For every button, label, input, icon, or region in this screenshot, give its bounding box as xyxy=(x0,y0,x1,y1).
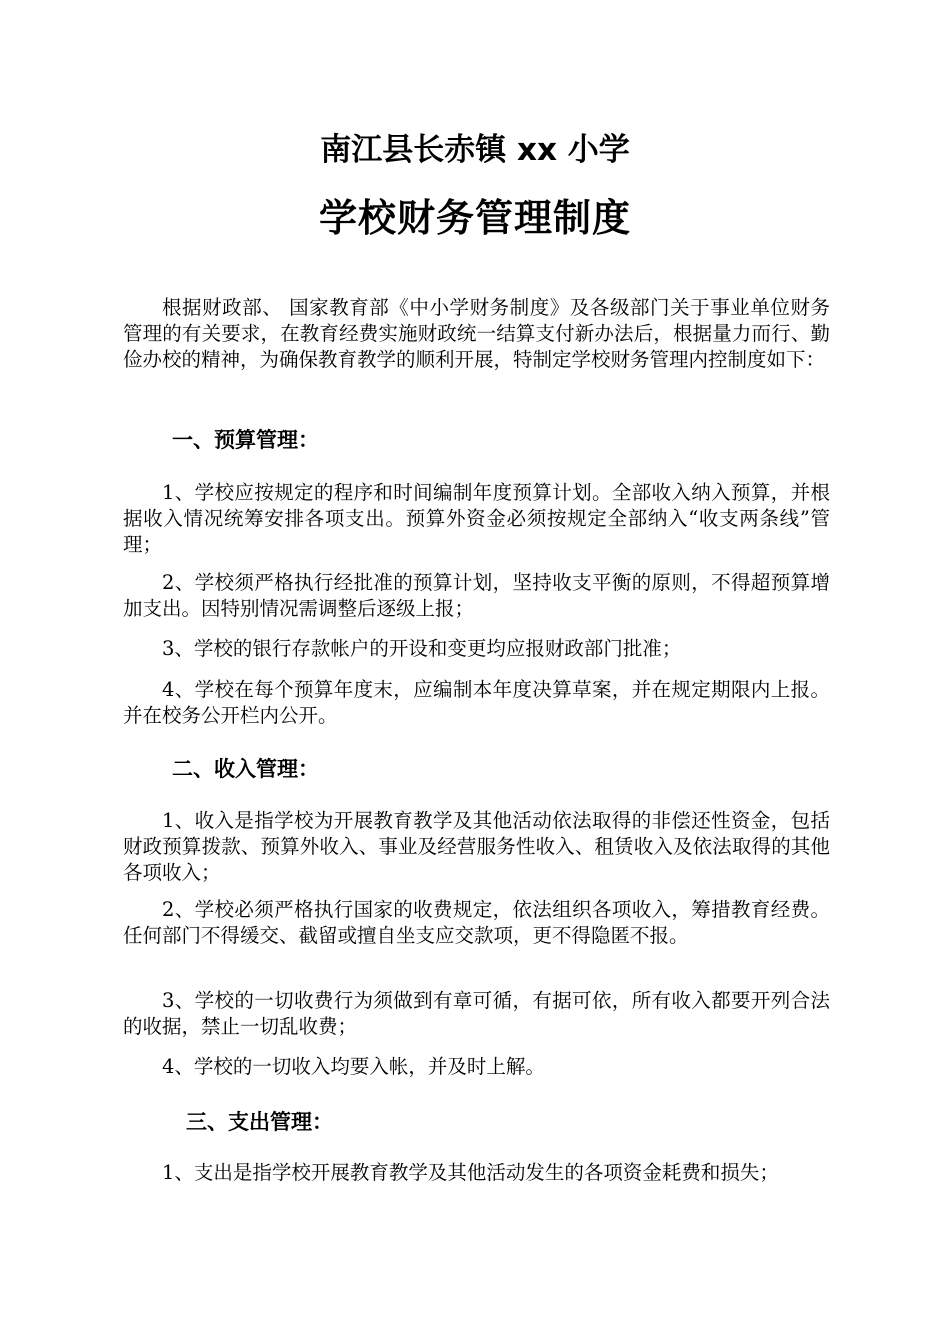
income-item-1: 1、收入是指学校为开展教育教学及其他活动依法取得的非偿还性资金，包括财政预算拨款、预算外收入、事业及经营服务性收入、租赁收入及依法取得的其他各项收入； xyxy=(123,809,830,884)
section-heading-budget: 一、预算管理： xyxy=(172,427,319,452)
budget-item-1: 1、学校应按规定的程序和时间编制年度预算计划。全部收入纳入预算，并根据收入情况统筹安排各项支出。预算外资金必须按规定全部纳入“收支两条线”管理； xyxy=(123,481,830,556)
section-heading-income: 二、收入管理： xyxy=(172,756,319,781)
intro-paragraph: 根据财政部、 国家教育部《中小学财务制度》及各级部门关于事业单位财务管理的有关要求，在教育经费实施财政统一结算支付新办法后，根据量力而行、勤俭办校的精神，为确保教育教学的顺利开展，特制定学校财务管理内控制度如下： xyxy=(123,296,830,371)
budget-item-3: 3、学校的银行存款帐户的开设和变更均应报财政部门批准； xyxy=(162,637,682,660)
document-title-school: 南江县长赤镇 xx 小学 xyxy=(320,132,630,168)
budget-item-2: 2、学校须严格执行经批准的预算计划，坚持收支平衡的原则，不得超预算增加支出。因特别情况需调整后逐级上报； xyxy=(123,571,830,620)
expenditure-item-1: 1、支出是指学校开展教育教学及其他活动发生的各项资金耗费和损失； xyxy=(162,1161,779,1184)
income-item-3: 3、学校的一切收费行为须做到有章可循，有据可依，所有收入都要开列合法的收据，禁止一切乱收费； xyxy=(123,989,830,1038)
document-title-main: 学校财务管理制度 xyxy=(318,196,631,240)
income-item-4: 4、学校的一切收入均要入帐，并及时上解。 xyxy=(162,1055,545,1078)
budget-item-4: 4、学校在每个预算年度末，应编制本年度决算草案，并在规定期限内上报。并在校务公开栏内公开。 xyxy=(123,678,830,727)
section-heading-expenditure: 三、支出管理： xyxy=(186,1109,333,1134)
income-item-2: 2、学校必须严格执行国家的收费规定，依法组织各项收入，筹措教育经费。任何部门不得缓交、截留或擅自坐支应交款项，更不得隐匿不报。 xyxy=(123,898,830,947)
